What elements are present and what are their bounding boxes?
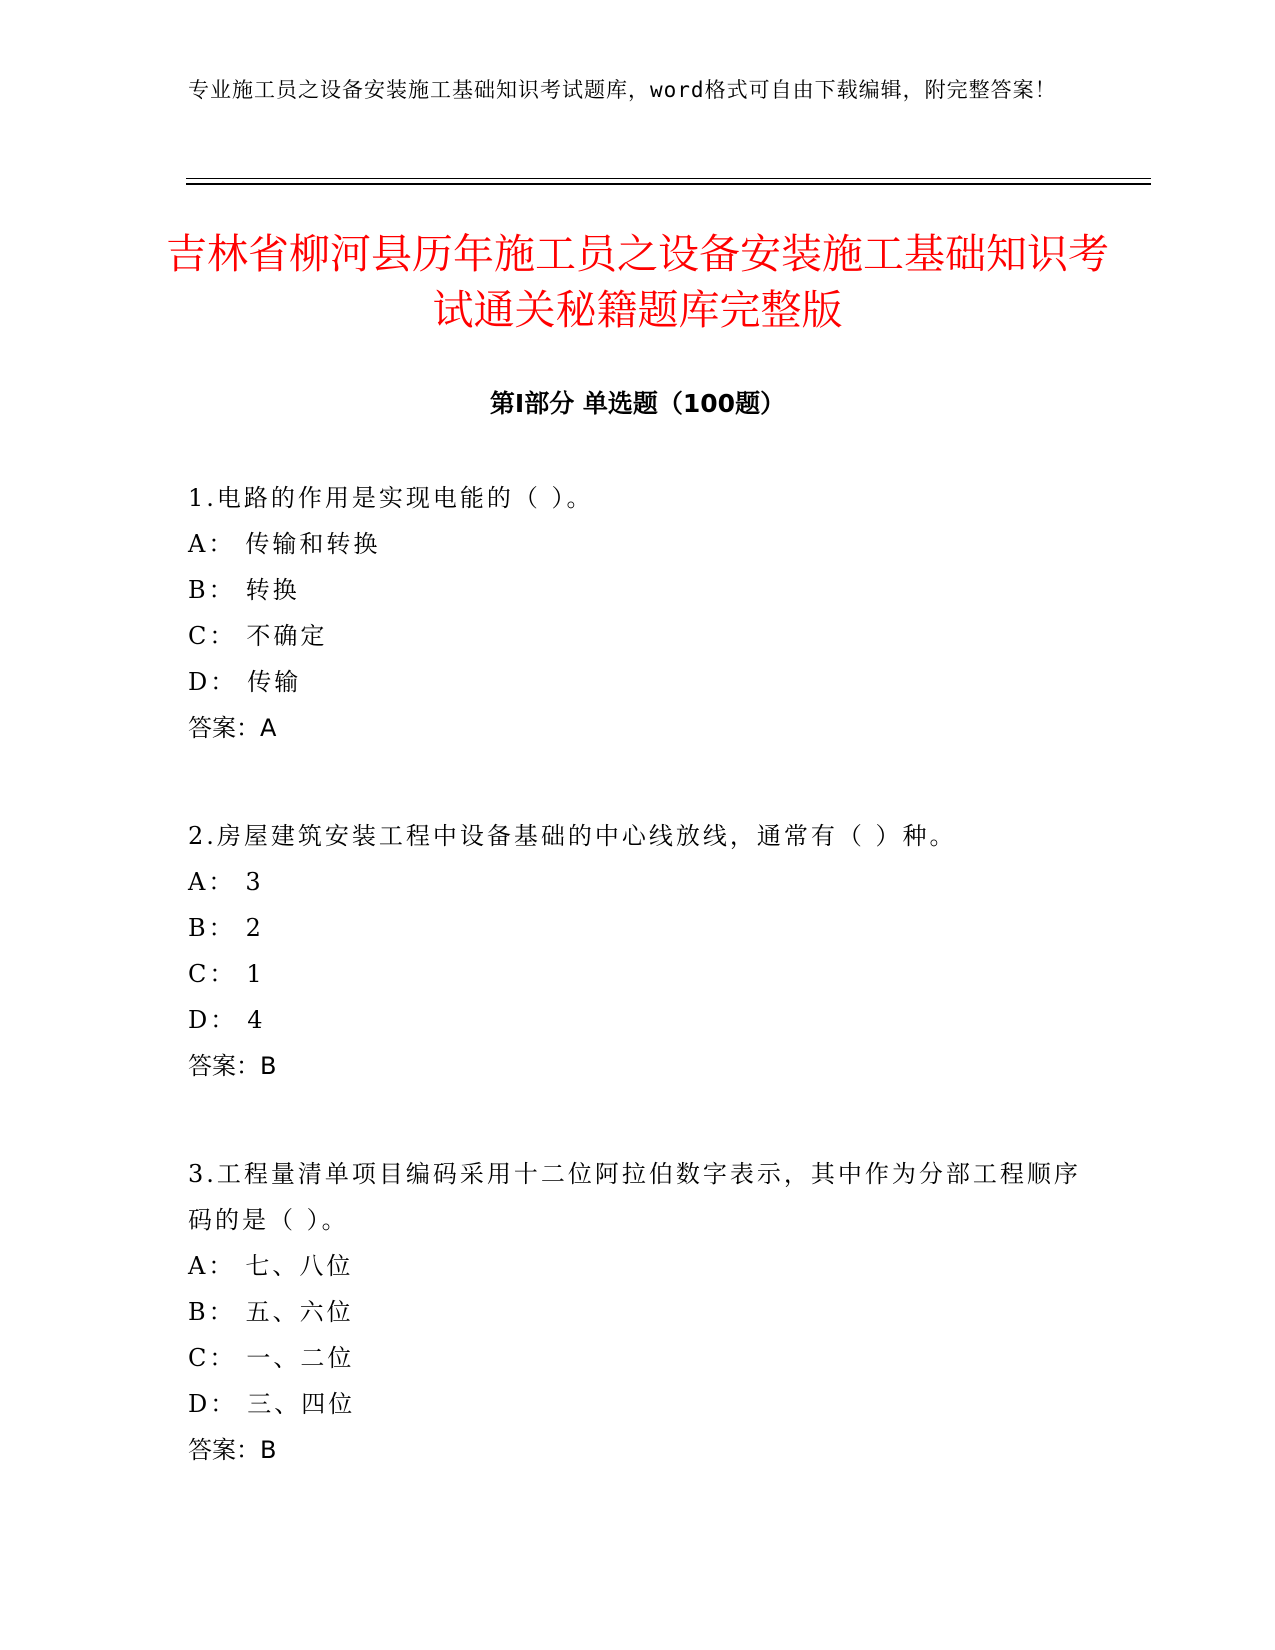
question-stem: 3.工程量清单项目编码采用十二位阿拉伯数字表示，其中作为分部工程顺序码的是（ ）。 — [188, 1160, 1081, 1234]
option-text: 不确定 — [246, 622, 328, 650]
option-text: 1 — [246, 960, 265, 988]
option-a — [188, 1243, 1088, 1289]
option-text: 五、六位 — [245, 1298, 354, 1326]
option-b — [188, 905, 1088, 951]
question-2 — [188, 813, 1088, 1089]
option-c — [188, 951, 1088, 997]
option-text: 七、八位 — [245, 1252, 354, 1280]
option-text: 传输 — [247, 668, 302, 696]
answer-line: 答案：B — [188, 1436, 277, 1464]
option-c — [188, 1335, 1088, 1381]
option-text: 一、二位 — [246, 1344, 355, 1372]
option-letter: B： — [188, 576, 236, 604]
option-letter: D： — [188, 1390, 238, 1418]
option-letter: D： — [188, 1006, 238, 1034]
answer-line: 答案：B — [188, 1052, 277, 1080]
question-list — [188, 475, 1088, 1535]
option-d — [188, 1381, 1088, 1427]
option-b — [188, 1289, 1088, 1335]
option-a — [188, 521, 1088, 567]
option-letter: C： — [188, 960, 237, 988]
option-text: 转换 — [245, 576, 300, 604]
option-text: 传输和转换 — [245, 530, 381, 558]
option-d — [188, 997, 1088, 1043]
question-3 — [188, 1151, 1088, 1473]
option-text: 3 — [245, 868, 264, 896]
option-d — [188, 659, 1088, 705]
option-text: 4 — [247, 1006, 266, 1034]
question-stem: 2.房屋建筑安装工程中设备基础的中心线放线，通常有（ ）种。 — [188, 822, 957, 850]
section-heading: 第Ⅰ部分 单选题（100题） — [489, 389, 786, 418]
answer-line: 答案：A — [188, 714, 277, 742]
document-title: 吉林省柳河县历年施工员之设备安装施工基础知识考试通关秘籍题库完整版 — [166, 230, 1109, 334]
option-letter: D： — [188, 668, 238, 696]
option-c — [188, 613, 1088, 659]
option-letter: A： — [188, 530, 236, 558]
header-divider-thin — [186, 178, 1151, 179]
option-letter: B： — [188, 1298, 236, 1326]
option-letter: C： — [188, 622, 237, 650]
option-a — [188, 859, 1088, 905]
header-note: 专业施工员之设备安装施工基础知识考试题库，word格式可自由下载编辑，附完整答案！ — [188, 78, 1057, 102]
question-1 — [188, 475, 1088, 751]
header-divider-thick — [186, 183, 1151, 185]
option-letter: A： — [188, 1252, 236, 1280]
option-letter: C： — [188, 1344, 237, 1372]
option-letter: B： — [188, 914, 236, 942]
option-letter: A： — [188, 868, 236, 896]
option-text: 2 — [245, 914, 264, 942]
option-b — [188, 567, 1088, 613]
question-stem: 1.电路的作用是实现电能的（ ）。 — [188, 484, 594, 512]
option-text: 三、四位 — [247, 1390, 356, 1418]
